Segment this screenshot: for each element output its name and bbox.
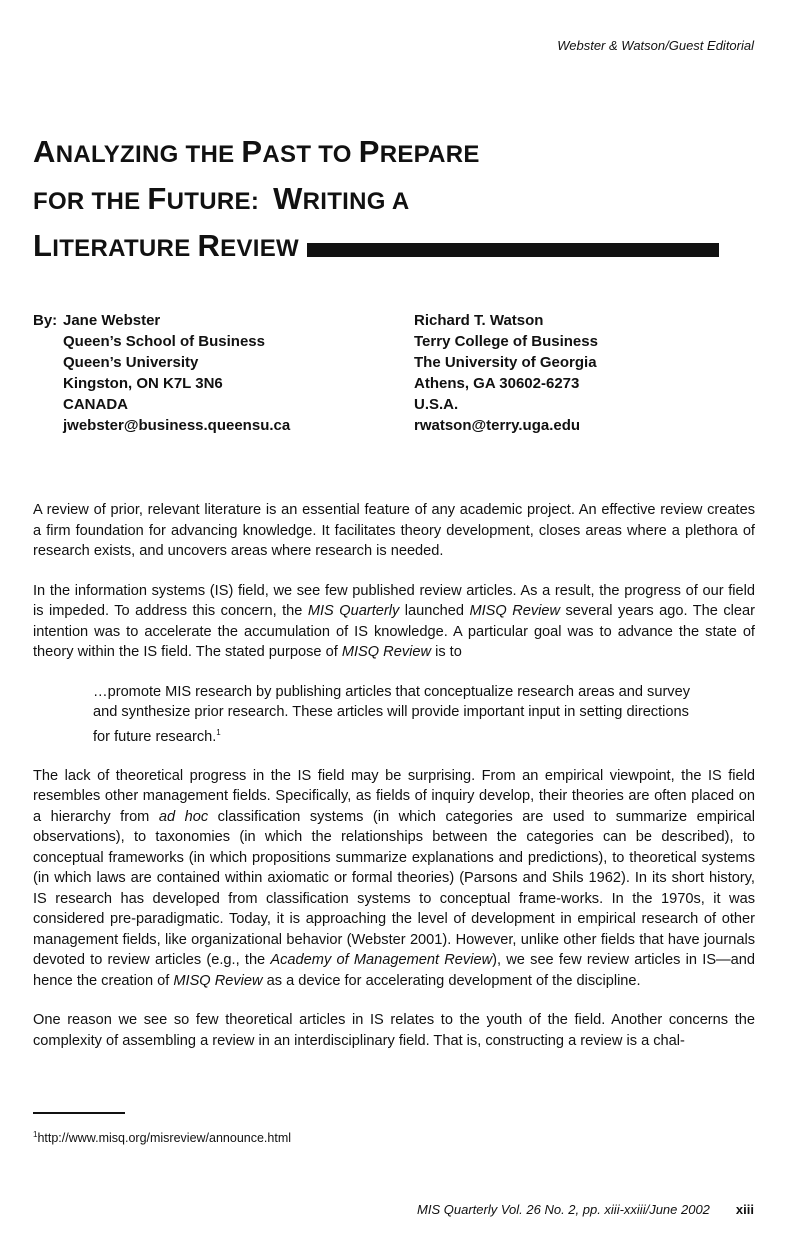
journal-name: MISQ Review	[341, 644, 432, 660]
author-email[interactable]: rwatson@terry.uga.edu	[414, 417, 581, 434]
footnote	[33, 1130, 291, 1145]
title-initial: F	[147, 181, 167, 216]
text-run: launched	[399, 603, 470, 619]
journal-name: MISQ Review	[173, 972, 263, 989]
text-run: The lack of theoretical progress in the IS field may be surprising. From an empirical viewpoint, the IS field resembles other management fields. Specifically, as fields of inquiry develop, their theories are often placed on a hierarchy from	[33, 767, 755, 825]
text-run: as a device for accelerating development of the discipline.	[262, 972, 641, 989]
article-title	[33, 130, 763, 271]
footnote-link[interactable]: http://www.misq.org/misreview/announce.html	[37, 1131, 292, 1146]
journal-citation: MIS Quarterly Vol. 26 No. 2, pp. xiii-xxiii/June 2002	[417, 1202, 710, 1217]
author-webster	[33, 310, 290, 436]
title-initial: A	[33, 134, 56, 169]
title-smallcaps: ITERATURE	[52, 235, 198, 262]
author-address: Kingston, ON K7L 3N6	[63, 375, 223, 392]
footnote-mark: 1	[33, 1130, 38, 1139]
author-affiliation: The University of Georgia	[414, 354, 597, 371]
page-footer	[417, 1202, 754, 1217]
author-email[interactable]: jwebster@business.queensu.ca	[63, 417, 291, 434]
paragraph-4: One reason we see so few theoretical articles in IS relates to the youth of the field. Another concerns the complexity of assembling a review in an interdisciplinary field. That is, constructing a review is a chal-	[33, 1012, 755, 1049]
title-initial: L	[33, 228, 53, 263]
title-initial: W	[273, 181, 303, 216]
paragraph-1: A review of prior, relevant literature is an essential feature of any academic project. An effective review creates a firm foundation for advancing knowledge. It facilitates theory development, closes areas where a plethora of research exists, and uncovers areas where research is needed.	[33, 502, 755, 559]
paragraph-2	[33, 581, 755, 663]
journal-name: MIS Quarterly	[307, 603, 400, 619]
author-affiliation: Queen’s University	[63, 354, 199, 371]
paragraph-3	[33, 766, 755, 992]
footnote-rule	[33, 1112, 125, 1114]
text-run: In the information systems (IS) field, we see few published review articles. As a result, the progress of our field is impeded. To address this concern, the	[33, 582, 755, 619]
author-affiliation: Terry College of Business	[414, 333, 598, 350]
by-label: By:	[33, 312, 58, 329]
title-initial: R	[197, 228, 221, 263]
block-quote	[93, 682, 703, 747]
footnote-mark[interactable]: 1	[216, 727, 221, 737]
running-head: Webster & Watson/Guest Editorial	[557, 38, 754, 53]
quote-text: …promote MIS research by publishing articles that conceptualize research areas and survey and synthesize prior research. These articles will provide important input in setting directions for future research.	[93, 683, 691, 745]
title-rule	[307, 243, 719, 257]
title-smallcaps: EVIEW	[220, 235, 299, 262]
title-initial: P	[241, 134, 263, 169]
title-line-3	[33, 224, 763, 271]
emphasis: ad hoc	[158, 808, 209, 825]
author-country: CANADA	[63, 396, 128, 413]
title-smallcaps: REPARE	[379, 141, 480, 168]
journal-name: MISQ Review	[469, 603, 561, 619]
title-smallcaps: FOR THE	[33, 188, 148, 215]
text-run: is to	[431, 644, 462, 660]
text-run: ), we see few review articles in IS—and hence the creation of	[33, 952, 755, 989]
title-smallcaps: NALYZING THE	[55, 141, 242, 168]
article-body	[33, 500, 755, 1070]
author-name: Jane Webster	[63, 312, 161, 329]
author-name: Richard T. Watson	[414, 312, 544, 329]
title-line-1	[33, 130, 763, 177]
text-run: classification systems (in which categories are used to summarize empirical observations), to taxonomies (in which the relationships between the categories can be described), to conceptual frameworks (in which propositions summarize explanations and predictions), to theoretical systems (in which laws are contained within axiomatic or formal theories) (Parsons and Shils 1962). In its short history, IS research has developed from classification systems to conceptual frame-works. In the 1970s, it was considered pre-paradigmatic. Today, it is approaching the level of development in empirical research of other management fields, like organizational behavior (Webster 2001). However, unlike other fields that have journals devoted to review articles (e.g., the	[33, 808, 755, 969]
journal-name: Academy of Management Review	[270, 952, 493, 969]
author-affiliation: Queen’s School of Business	[63, 333, 265, 350]
author-address: Athens, GA 30602-6273	[414, 375, 580, 392]
title-smallcaps: AST TO	[262, 141, 359, 168]
title-line-2	[33, 177, 763, 224]
text-run: several years ago. The clear intention was to accelerate the accumulation of IS knowledge. A particular goal was to advance the state of theory within the IS field. The stated purpose of	[33, 603, 755, 660]
title-smallcaps: RITING A	[302, 188, 410, 215]
page-number: xiii	[735, 1202, 754, 1217]
title-smallcaps: UTURE:	[166, 188, 274, 215]
author-country: U.S.A.	[414, 396, 459, 413]
author-watson	[414, 310, 598, 436]
title-initial: P	[358, 134, 380, 169]
